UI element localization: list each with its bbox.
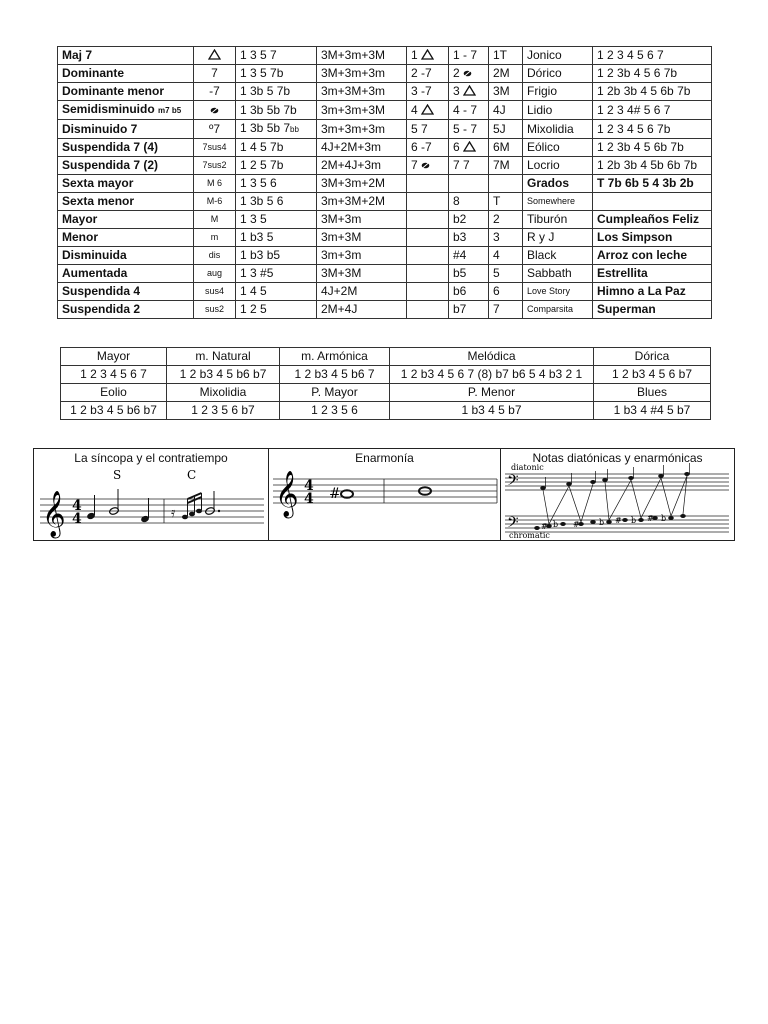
chord-degree: 1 xyxy=(407,47,449,65)
scale-header-row xyxy=(61,348,711,366)
chord-name: Dominante menor xyxy=(58,83,194,101)
mode-name: R y J xyxy=(523,229,593,247)
mode-number: 4J xyxy=(489,101,523,120)
chord-row xyxy=(58,175,712,193)
chord-name: Disminuido 7 xyxy=(58,120,194,139)
chord-symbol: sus2 xyxy=(194,301,236,319)
chord-formula: 1 3b 5 7b xyxy=(236,83,317,101)
chord-symbol: 7sus4 xyxy=(194,139,236,157)
mode-name: Dórico xyxy=(523,65,593,83)
chord-formula: 1 b3 5 xyxy=(236,229,317,247)
svg-text:C: C xyxy=(187,468,197,482)
chord-formula: 1 3 #5 xyxy=(236,265,317,283)
scale-header: Melódica xyxy=(390,348,594,366)
chord-formula: 1 3 5 6 xyxy=(236,175,317,193)
scale-value: 1 2 3 5 6 xyxy=(280,402,390,420)
chord-degree xyxy=(407,247,449,265)
mode-name: Mixolidia xyxy=(523,120,593,139)
mode-number xyxy=(489,175,523,193)
enharmony-staff xyxy=(269,449,501,540)
mode-number: 6M xyxy=(489,139,523,157)
mode-number: 3 xyxy=(489,229,523,247)
mode-number: T xyxy=(489,193,523,211)
svg-text:diatonic: diatonic xyxy=(511,463,544,472)
mode-scale: Arroz con leche xyxy=(593,247,712,265)
mode-scale: 1 2 3b 4 5 6b 7b xyxy=(593,139,712,157)
chord-intervals: 3m+3m+3M xyxy=(317,101,407,120)
svg-text:b: b xyxy=(599,518,605,527)
chord-row xyxy=(58,301,712,319)
chord-intervals: 3M+3M xyxy=(317,265,407,283)
scale-header: Dórica xyxy=(594,348,711,366)
chord-row xyxy=(58,193,712,211)
mode-scale: 1 2b 3b 4 5 6b 7b xyxy=(593,83,712,101)
bass-clef-icon: 𝄢 xyxy=(507,514,519,535)
chord-row xyxy=(58,157,712,175)
half-diminished-icon xyxy=(210,107,219,114)
mode-name: Frigio xyxy=(523,83,593,101)
diatonic-staff xyxy=(501,449,735,540)
chord-intervals: 3M+3m+3m xyxy=(317,65,407,83)
mode-name: Comparsita xyxy=(523,301,593,319)
chord-intervals: 3M+3m+2M xyxy=(317,175,407,193)
treble-clef-icon: 𝄞 xyxy=(42,491,66,537)
scale-value: 1 2 b3 4 5 6 7 (8) b7 b6 5 4 b3 2 1 xyxy=(390,366,594,384)
chord-formula: 1 b3 b5 xyxy=(236,247,317,265)
chord-degree: 2 -7 xyxy=(407,65,449,83)
chord-row xyxy=(58,247,712,265)
mode-scale: Superman xyxy=(593,301,712,319)
chord-table xyxy=(57,46,712,319)
chord-symbol: m xyxy=(194,229,236,247)
chord-intervals: 3m+3M+3m xyxy=(317,83,407,101)
chord-row xyxy=(58,47,712,65)
chord-formula: 1 3b 5b 7bb xyxy=(236,120,317,139)
chord-symbol: 7sus2 xyxy=(194,157,236,175)
svg-text:chromatic: chromatic xyxy=(509,531,550,540)
chord-relative: b2 xyxy=(449,211,489,229)
mode-name: Grados xyxy=(523,175,593,193)
scale-table xyxy=(60,347,711,420)
chord-name: Suspendida 7 (2) xyxy=(58,157,194,175)
chord-degree: 4 xyxy=(407,101,449,120)
scale-value: 1 2 b3 4 5 b6 b7 xyxy=(61,402,167,420)
chord-relative: 1 - 7 xyxy=(449,47,489,65)
chord-row xyxy=(58,211,712,229)
mode-scale: 1 2b 3b 4 5b 6b 7b xyxy=(593,157,712,175)
svg-text:4: 4 xyxy=(304,491,314,507)
chord-name: Suspendida 7 (4) xyxy=(58,139,194,157)
svg-text:4: 4 xyxy=(72,498,82,514)
scale-header: Mixolidia xyxy=(167,384,280,402)
chord-row xyxy=(58,101,712,120)
mode-number: 2M xyxy=(489,65,523,83)
scale-value: 1 b3 4 5 b7 xyxy=(390,402,594,420)
chord-symbol xyxy=(194,47,236,65)
scale-header: P. Menor xyxy=(390,384,594,402)
chord-degree xyxy=(407,175,449,193)
chord-degree: 7 xyxy=(407,157,449,175)
half-diminished-icon xyxy=(463,70,472,77)
chord-relative: 8 xyxy=(449,193,489,211)
chord-name: Disminuida xyxy=(58,247,194,265)
enharmony-panel xyxy=(268,449,500,540)
mode-number: 2 xyxy=(489,211,523,229)
syncopation-staff xyxy=(34,449,268,540)
mode-scale: 1 2 3 4 5 6 7b xyxy=(593,120,712,139)
svg-text:#: # xyxy=(541,522,548,531)
chord-relative: 5 - 7 xyxy=(449,120,489,139)
chord-row xyxy=(58,229,712,247)
chord-intervals: 3M+3m xyxy=(317,211,407,229)
svg-text:b: b xyxy=(631,516,637,525)
chord-formula: 1 4 5 7b xyxy=(236,139,317,157)
chord-intervals: 3M+3m+3M xyxy=(317,47,407,65)
chord-name: Maj 7 xyxy=(58,47,194,65)
chord-degree: 5 7 xyxy=(407,120,449,139)
chord-relative: b6 xyxy=(449,283,489,301)
mode-name: Jonico xyxy=(523,47,593,65)
chord-degree xyxy=(407,301,449,319)
scale-value: 1 2 b3 4 5 6 b7 xyxy=(594,366,711,384)
chord-name: Dominante xyxy=(58,65,194,83)
diatonic-title: Notas diatónicas y enarmónicas xyxy=(532,451,703,465)
mode-scale: 1 2 3 4# 5 6 7 xyxy=(593,101,712,120)
mode-name: Lidio xyxy=(523,101,593,120)
mode-number: 5J xyxy=(489,120,523,139)
scale-header: m. Armónica xyxy=(280,348,390,366)
chord-degree: 6 -7 xyxy=(407,139,449,157)
treble-clef-icon: 𝄞 xyxy=(275,471,299,517)
mode-scale: T 7b 6b 5 4 3b 2b xyxy=(593,175,712,193)
chord-intervals: 3m+3m xyxy=(317,247,407,265)
svg-text:#: # xyxy=(573,520,580,529)
chord-symbol: aug xyxy=(194,265,236,283)
chord-symbol: M 6 xyxy=(194,175,236,193)
chord-symbol: M xyxy=(194,211,236,229)
chord-name: Mayor xyxy=(58,211,194,229)
major7-triangle-icon xyxy=(463,141,476,152)
mode-name: Eólico xyxy=(523,139,593,157)
chord-degree: 3 -7 xyxy=(407,83,449,101)
svg-text:𝄿: 𝄿 xyxy=(171,505,176,521)
chord-symbol: M-6 xyxy=(194,193,236,211)
chord-formula: 1 2 5 xyxy=(236,301,317,319)
svg-text:4: 4 xyxy=(72,511,82,527)
chord-row xyxy=(58,265,712,283)
major7-triangle-icon xyxy=(421,49,434,60)
chord-formula: 1 3b 5 6 xyxy=(236,193,317,211)
chord-formula: 1 3b 5b 7b xyxy=(236,101,317,120)
diatonic-panel xyxy=(500,449,734,540)
mode-scale: Cumpleaños Feliz xyxy=(593,211,712,229)
chord-symbol: dis xyxy=(194,247,236,265)
music-panels xyxy=(33,448,735,541)
major7-triangle-icon xyxy=(208,49,221,60)
mode-scale: Estrellita xyxy=(593,265,712,283)
chord-intervals: 3m+3M+2M xyxy=(317,193,407,211)
chord-name: Suspendida 4 xyxy=(58,283,194,301)
major7-triangle-icon xyxy=(463,85,476,96)
chord-symbol xyxy=(194,101,236,120)
chord-symbol: 7 xyxy=(194,65,236,83)
scale-header: Blues xyxy=(594,384,711,402)
scale-header: Mayor xyxy=(61,348,167,366)
chord-relative: 6 xyxy=(449,139,489,157)
svg-text:#: # xyxy=(647,514,654,523)
chord-formula: 1 4 5 xyxy=(236,283,317,301)
svg-text:#: # xyxy=(329,486,341,502)
chord-relative: b7 xyxy=(449,301,489,319)
scale-value: 1 2 3 4 5 6 7 xyxy=(61,366,167,384)
mode-scale: Los Simpson xyxy=(593,229,712,247)
mode-number: 6 xyxy=(489,283,523,301)
chord-relative: 2 xyxy=(449,65,489,83)
scale-value: 1 b3 4 #4 5 b7 xyxy=(594,402,711,420)
mode-number: 7 xyxy=(489,301,523,319)
chord-relative: b5 xyxy=(449,265,489,283)
scale-value-row xyxy=(61,366,711,384)
mode-name: Locrio xyxy=(523,157,593,175)
chord-degree xyxy=(407,211,449,229)
chord-symbol: -7 xyxy=(194,83,236,101)
scale-value: 1 2 b3 4 5 b6 b7 xyxy=(167,366,280,384)
scale-header: Eolio xyxy=(61,384,167,402)
mode-name: Somewhere xyxy=(523,193,593,211)
chord-relative: 7 7 xyxy=(449,157,489,175)
chord-intervals: 4J+2M xyxy=(317,283,407,301)
chord-relative: b3 xyxy=(449,229,489,247)
scale-value: 1 2 b3 4 5 b6 7 xyxy=(280,366,390,384)
mode-scale: 1 2 3b 4 5 6 7b xyxy=(593,65,712,83)
scale-header-row xyxy=(61,384,711,402)
chord-name: Suspendida 2 xyxy=(58,301,194,319)
chord-degree xyxy=(407,193,449,211)
mode-scale: Himno a La Paz xyxy=(593,283,712,301)
chord-degree xyxy=(407,283,449,301)
chord-name: Sexta menor xyxy=(58,193,194,211)
svg-text:b: b xyxy=(661,514,667,523)
mode-scale xyxy=(593,193,712,211)
chord-row xyxy=(58,65,712,83)
mode-name: Tiburón xyxy=(523,211,593,229)
chord-relative: 3 xyxy=(449,83,489,101)
svg-text:b: b xyxy=(553,520,559,529)
chord-intervals: 2M+4J xyxy=(317,301,407,319)
chord-row xyxy=(58,83,712,101)
scale-value-row xyxy=(61,402,711,420)
chord-formula: 1 2 5 7b xyxy=(236,157,317,175)
chord-degree xyxy=(407,265,449,283)
chord-name: Sexta mayor xyxy=(58,175,194,193)
mode-name: Sabbath xyxy=(523,265,593,283)
chord-relative: #4 xyxy=(449,247,489,265)
chord-intervals: 4J+2M+3m xyxy=(317,139,407,157)
chord-symbol: sus4 xyxy=(194,283,236,301)
mode-number: 5 xyxy=(489,265,523,283)
scale-header: P. Mayor xyxy=(280,384,390,402)
chord-symbol: º7 xyxy=(194,120,236,139)
chord-row xyxy=(58,139,712,157)
chord-intervals: 3m+3m+3m xyxy=(317,120,407,139)
syncopation-title: La síncopa y el contratiempo xyxy=(74,451,228,465)
chord-formula: 1 3 5 7 xyxy=(236,47,317,65)
mode-scale: 1 2 3 4 5 6 7 xyxy=(593,47,712,65)
mode-number: 4 xyxy=(489,247,523,265)
chord-name: Semidisminuido m7 b5 xyxy=(58,101,194,120)
svg-text:S: S xyxy=(113,468,122,482)
mode-number: 7M xyxy=(489,157,523,175)
mode-name: Love Story xyxy=(523,283,593,301)
scale-header: m. Natural xyxy=(167,348,280,366)
enharmony-title: Enarmonía xyxy=(355,451,414,465)
chord-row xyxy=(58,120,712,139)
mode-number: 1T xyxy=(489,47,523,65)
major7-triangle-icon xyxy=(421,104,434,115)
svg-text:#: # xyxy=(615,516,622,525)
chord-intervals: 3m+3M xyxy=(317,229,407,247)
chord-intervals: 2M+4J+3m xyxy=(317,157,407,175)
chord-formula: 1 3 5 7b xyxy=(236,65,317,83)
syncopation-panel xyxy=(34,449,268,540)
chord-degree xyxy=(407,229,449,247)
chord-name: Menor xyxy=(58,229,194,247)
chord-relative xyxy=(449,175,489,193)
half-diminished-icon xyxy=(421,162,430,169)
chord-formula: 1 3 5 xyxy=(236,211,317,229)
scale-value: 1 2 3 5 6 b7 xyxy=(167,402,280,420)
chord-relative: 4 - 7 xyxy=(449,101,489,120)
chord-row xyxy=(58,283,712,301)
bass-clef-icon: 𝄢 xyxy=(507,472,519,493)
mode-name: Black xyxy=(523,247,593,265)
svg-text:4: 4 xyxy=(304,478,314,494)
chord-name: Aumentada xyxy=(58,265,194,283)
mode-number: 3M xyxy=(489,83,523,101)
